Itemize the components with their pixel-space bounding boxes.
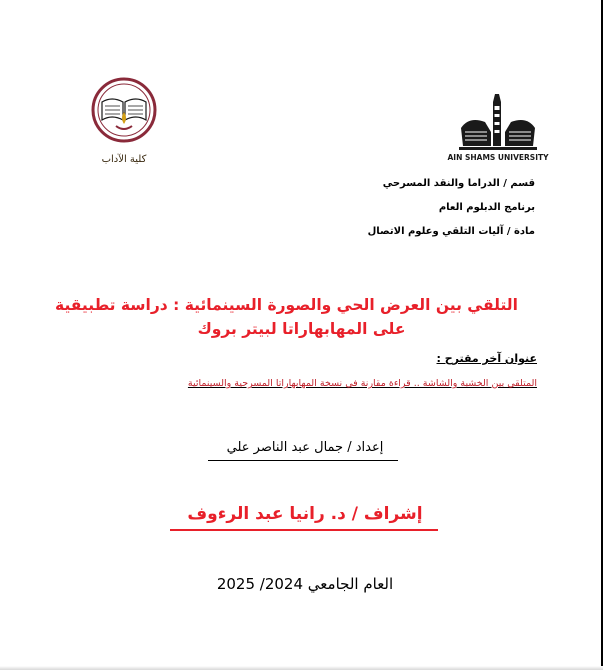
ain-shams-logo-text: AIN SHAMS UNIVERSITY xyxy=(447,153,549,162)
main-title-line-1: التلقي بين العرض الحي والصورة السينمائية : دراسة تطبيقية xyxy=(55,296,518,314)
course-line: مادة / آليات التلقي وعلوم الاتصال xyxy=(367,226,535,237)
academic-year: العام الجامعي 2024/ 2025 xyxy=(216,575,394,593)
alternative-title-text: المتلقي بين الخشبة والشاشة .. قراءة مقارنة في نسخة المهابهاراتا المسرحية والسينمائية xyxy=(187,378,537,389)
main-title-line-2: على المهابهاراتا لبيتر بروك xyxy=(197,320,406,338)
faculty-of-arts-logo xyxy=(88,72,160,172)
page-bottom-edge xyxy=(0,666,603,670)
department-line: قسم / الدراما والنقد المسرحي xyxy=(382,178,535,189)
program-line: برنامج الدبلوم العام xyxy=(438,202,535,213)
faculty-logo-text: كلية الآداب xyxy=(101,154,147,165)
supervision: إشراف / د. رانيا عبد الرءوف xyxy=(187,504,423,524)
ain-shams-university-logo xyxy=(447,92,549,164)
prepared-by: إعداد / جمال عبد الناصر علي xyxy=(226,440,384,455)
alternative-title-label: عنوان آخر مقترح : xyxy=(436,352,537,365)
prepared-by-underline xyxy=(208,460,398,461)
supervision-underline xyxy=(170,529,438,531)
